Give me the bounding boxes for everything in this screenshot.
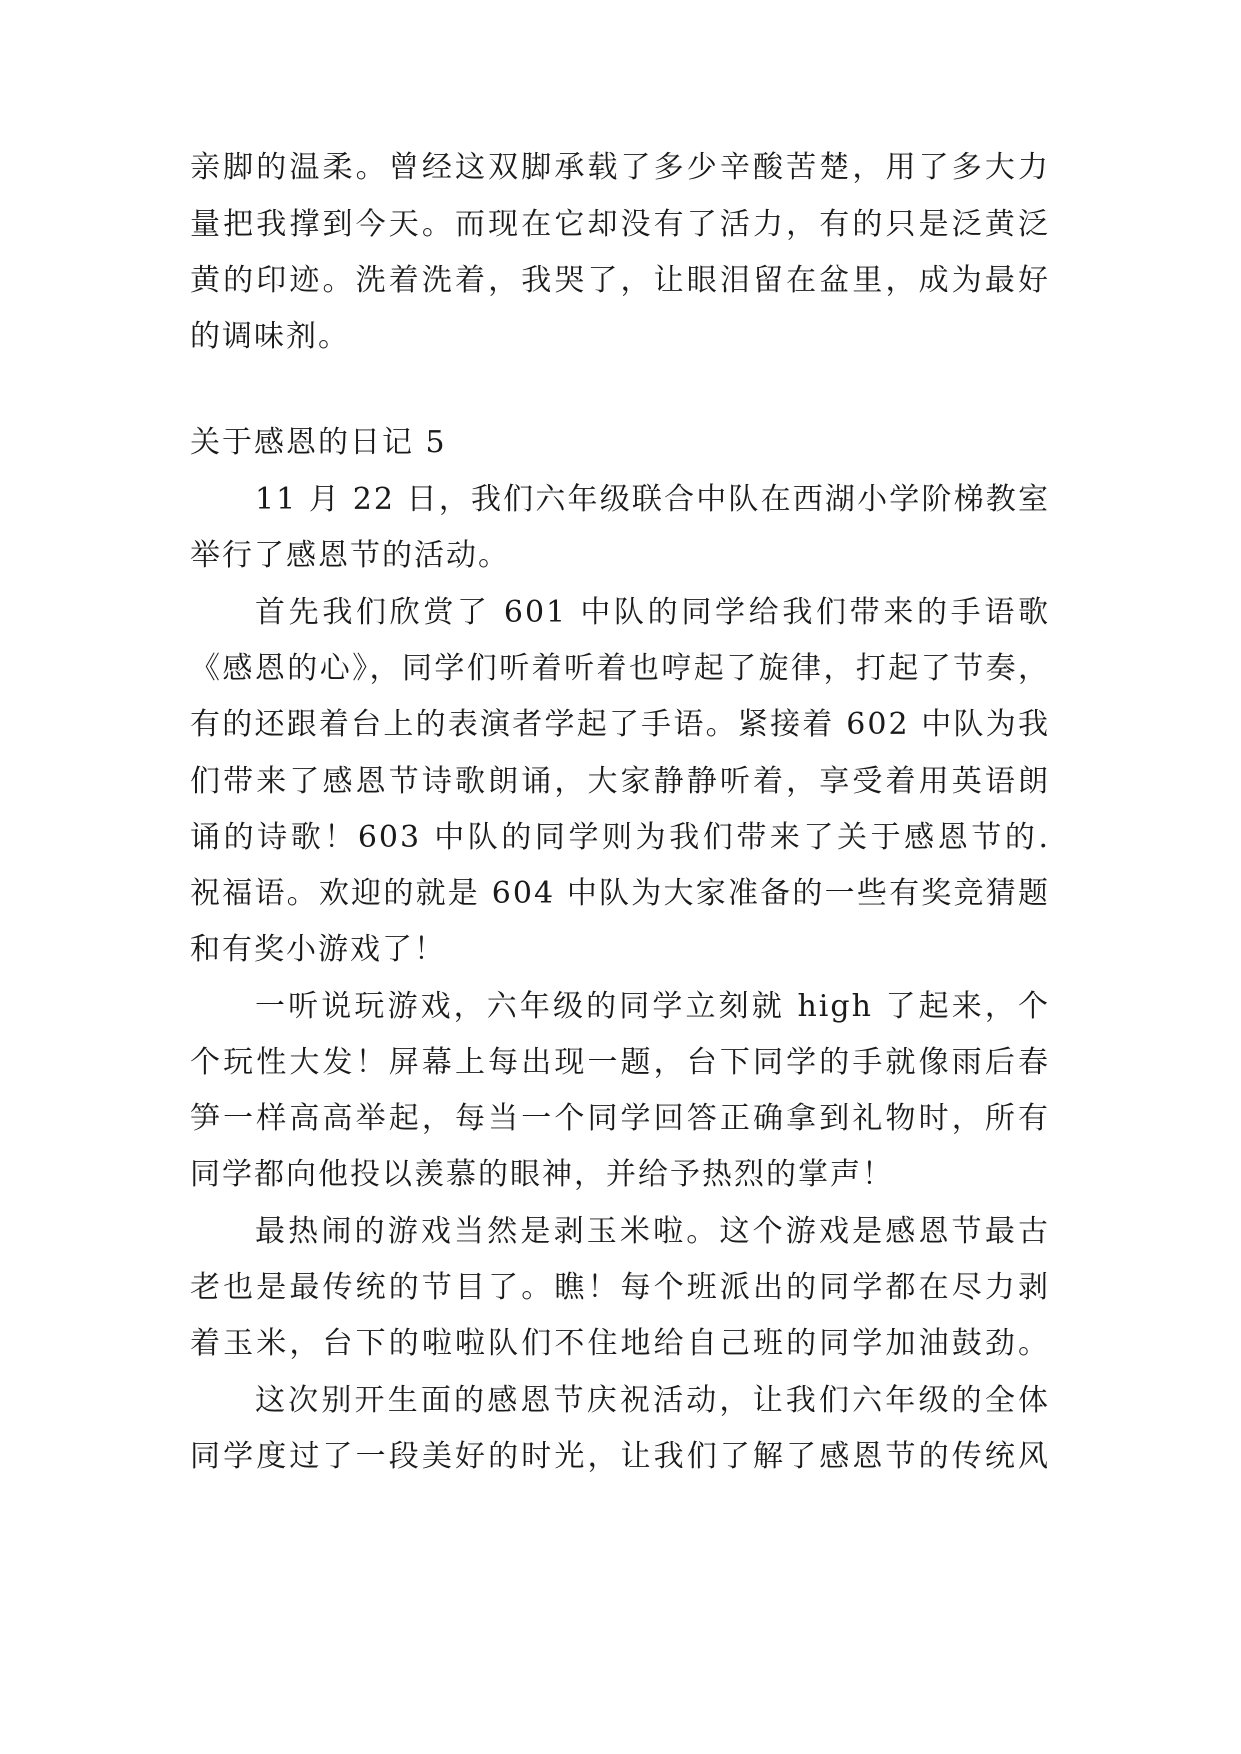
text-line: 祝福语。欢迎的就是 604 中队为大家准备的一些有奖竞猜题 xyxy=(190,876,1050,911)
text-line: 《感恩的心》，同学们听着听着也哼起了旋律，打起了节奏， xyxy=(190,651,1050,686)
text-line: 着玉米，台下的啦啦队们不住地给自己班的同学加油鼓劲。 xyxy=(190,1326,1050,1361)
text-line: 们带来了感恩节诗歌朗诵，大家静静听着，享受着用英语朗 xyxy=(190,764,1050,799)
text-line: 最热闹的游戏当然是剥玉米啦。这个游戏是感恩节最古 xyxy=(255,1214,1050,1249)
text-line: 这次别开生面的感恩节庆祝活动，让我们六年级的全体 xyxy=(255,1383,1050,1418)
text-line: 老也是最传统的节目了。瞧！每个班派出的同学都在尽力剥 xyxy=(190,1270,1050,1305)
text-line: 一听说玩游戏，六年级的同学立刻就 high 了起来，个 xyxy=(255,989,1050,1024)
text-line: 和有奖小游戏了！ xyxy=(190,932,446,967)
text-line: 诵的诗歌！603 中队的同学则为我们带来了关于感恩节的. xyxy=(190,820,1050,855)
text-line: 同学都向他投以羡慕的眼神，并给予热烈的掌声！ xyxy=(190,1157,894,1192)
text-line: 同学度过了一段美好的时光，让我们了解了感恩节的传统风 xyxy=(190,1439,1050,1474)
section-title: 关于感恩的日记 5 xyxy=(190,425,447,460)
text-line: 11 月 22 日，我们六年级联合中队在西湖小学阶梯教室 xyxy=(255,482,1050,517)
text-line: 黄的印迹。洗着洗着，我哭了，让眼泪留在盆里，成为最好 xyxy=(190,263,1050,298)
text-line: 量把我撑到今天。而现在它却没有了活力，有的只是泛黄泛 xyxy=(190,207,1050,242)
text-line: 有的还跟着台上的表演者学起了手语。紧接着 602 中队为我 xyxy=(190,707,1050,742)
text-line: 举行了感恩节的活动。 xyxy=(190,538,510,573)
text-line: 亲脚的温柔。曾经这双脚承载了多少辛酸苦楚，用了多大力 xyxy=(190,150,1050,185)
text-line: 的调味剂。 xyxy=(190,319,350,354)
text-line: 首先我们欣赏了 601 中队的同学给我们带来的手语歌 xyxy=(255,595,1050,630)
text-line: 个玩性大发！屏幕上每出现一题，台下同学的手就像雨后春 xyxy=(190,1045,1050,1080)
text-line: 笋一样高高举起，每当一个同学回答正确拿到礼物时，所有 xyxy=(190,1101,1050,1136)
